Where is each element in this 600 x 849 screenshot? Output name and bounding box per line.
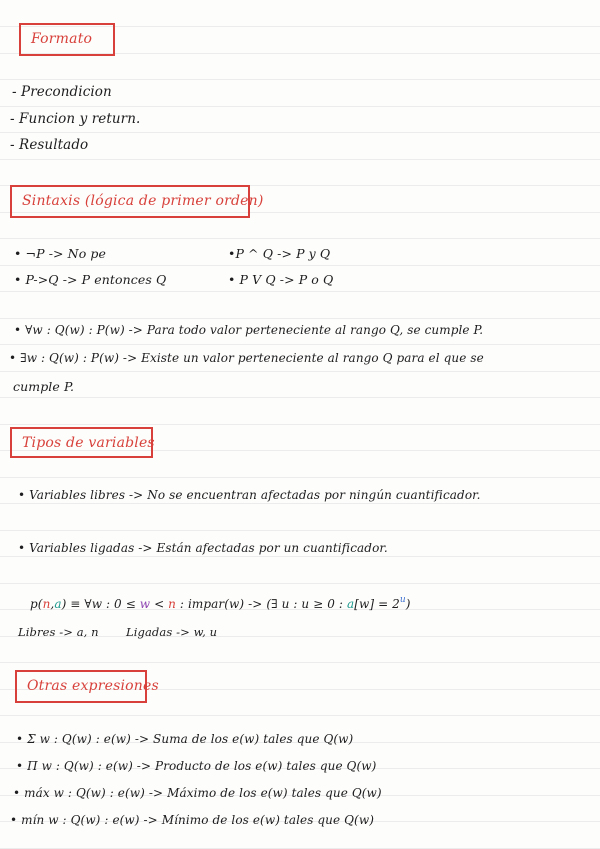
tipos-libres: • Variables libres -> No se encuentran afectadas por ningún cuantificador. <box>18 488 481 502</box>
ruled-line <box>0 132 600 133</box>
ruled-line <box>0 106 600 107</box>
ruled-line <box>0 662 600 663</box>
heading-formato: Formato <box>19 23 115 56</box>
otras-producto: • Π w : Q(w) : e(w) -> Producto de los e(w) tales que Q(w) <box>16 759 377 773</box>
ruled-line <box>0 530 600 531</box>
ruled-line <box>0 477 600 478</box>
sintaxis-disyuncion: • P V Q -> P o Q <box>228 272 334 287</box>
sintaxis-negacion: • ¬P -> No pe <box>14 246 107 261</box>
heading-tipos: Tipos de variables <box>10 427 153 458</box>
ruled-line <box>0 424 600 425</box>
formato-item-funcion: - Funcion y return. <box>10 111 141 127</box>
sintaxis-conjuncion: •P ^ Q -> P y Q <box>228 246 331 261</box>
ruled-line <box>0 265 600 266</box>
otras-suma: • Σ w : Q(w) : e(w) -> Suma de los e(w) tales que Q(w) <box>16 732 354 746</box>
ruled-line <box>0 371 600 372</box>
ruled-line <box>0 715 600 716</box>
sintaxis-para-todo: • ∀w : Q(w) : P(w) -> Para todo valor perteneciente al rango Q, se cumple P. <box>14 323 484 337</box>
otras-minimo: • mín w : Q(w) : e(w) -> Mínimo de los e(w) tales que Q(w) <box>10 813 374 827</box>
ruled-line <box>0 318 600 319</box>
ruled-line <box>0 291 600 292</box>
tipos-ligadas: • Variables ligadas -> Están afectadas por un cuantificador. <box>18 541 388 555</box>
formato-item-resultado: - Resultado <box>10 137 89 153</box>
ruled-line <box>0 238 600 239</box>
otras-maximo: • máx w : Q(w) : e(w) -> Máximo de los e(w) tales que Q(w) <box>13 786 382 800</box>
sintaxis-existe-cont: cumple P. <box>13 379 75 394</box>
heading-sintaxis: Sintaxis (lógica de primer orden) <box>10 185 250 218</box>
ruled-line <box>0 583 600 584</box>
formula-ejemplo: p(n,a) ≡ ∀w : 0 ≤ w < n : impar(w) -> (∃ u : u ≥ 0 : $a[w] = 2^u$) <box>30 595 411 611</box>
heading-otras: Otras expresiones <box>15 670 147 703</box>
ruled-line <box>0 344 600 345</box>
sintaxis-implicacion: • P->Q -> P entonces Q <box>14 272 167 287</box>
ruled-line <box>0 503 600 504</box>
sintaxis-existe: • ∃w : Q(w) : P(w) -> Existe un valor perteneciente al rango Q para el que se <box>9 351 484 365</box>
ruled-line <box>0 556 600 557</box>
formato-item-precondicion: - Precondicion <box>12 84 112 100</box>
ruled-line <box>0 159 600 160</box>
ligadas-lista: Ligadas -> w, u <box>126 625 218 639</box>
ruled-line <box>0 79 600 80</box>
ruled-line <box>0 397 600 398</box>
libres-lista: Libres -> a, n <box>18 625 99 639</box>
